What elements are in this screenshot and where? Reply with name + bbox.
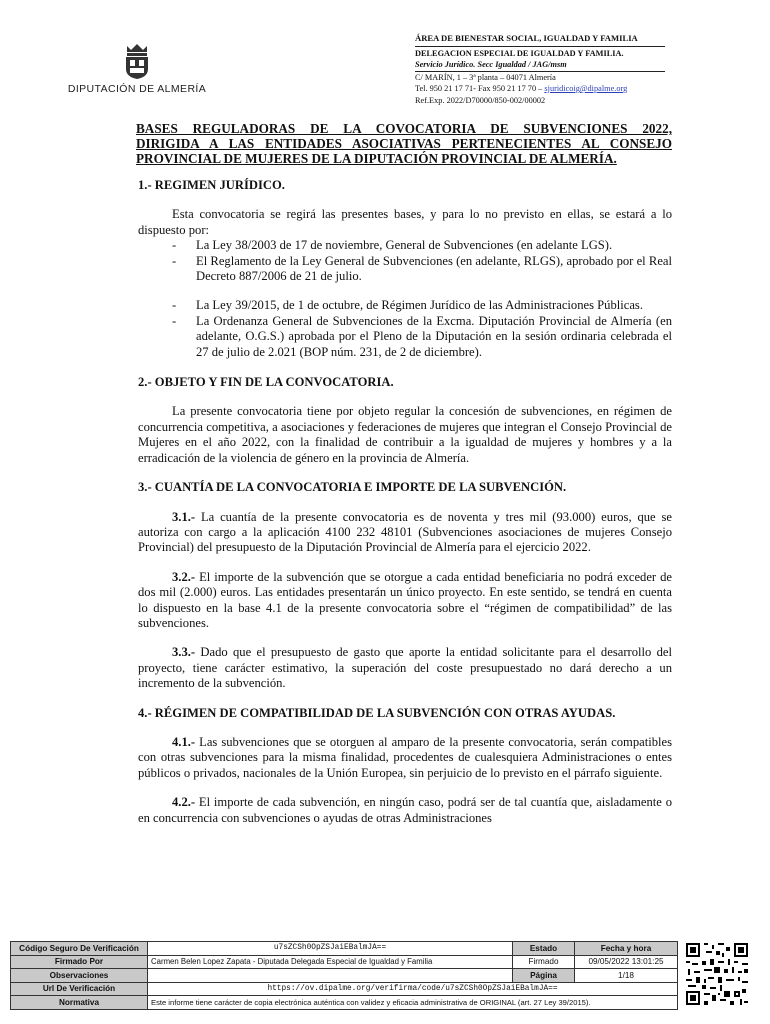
diputacion-logo — [62, 42, 212, 102]
obs-label: Observaciones — [11, 969, 148, 983]
table-row — [11, 969, 678, 983]
section-3-2-number: 3.2.- — [172, 569, 196, 584]
csv-label: Código Seguro De Verificación — [11, 942, 148, 956]
obs-value — [148, 969, 513, 983]
delegacion: DELEGACION ESPECIAL DE IGUALDAD Y FAMILIA. — [415, 46, 665, 60]
normativa-value: Este informe tiene carácter de copia electrónica auténtica con validez y eficacia administrativa de ORIGINAL (art. 27 Ley 39/2015). — [148, 996, 678, 1010]
url-value[interactable]: https://ov.dipalme.org/verifirma/code/u7sZCSh0OpZSJaiEBalmJA== — [148, 982, 678, 996]
firmado-value: Carmen Belen Lopez Zapata - Diputada Delegada Especial de Igualdad y Familia — [148, 955, 513, 969]
section-3-1-number: 3.1.- — [172, 509, 196, 524]
list-item: - La Ley 38/2003 de 17 de noviembre, General de Subvenciones (en adelante LGS). — [172, 238, 672, 253]
normativa-label: Normativa — [11, 996, 148, 1010]
section-4-1-number: 4.1.- — [172, 734, 196, 749]
section-1-heading: 1.- REGIMEN JURÍDICO. — [138, 178, 285, 192]
verification-table — [10, 941, 678, 1010]
contact-line — [415, 83, 665, 95]
section-4-2-number: 4.2.- — [172, 795, 196, 810]
fecha-value: 09/05/2022 13:01:25 — [575, 955, 678, 969]
pagina-label: Página — [513, 969, 575, 983]
section-3-heading: 3.- CUANTÍA DE LA CONVOCATORIA E IMPORTE DE LA SUBVENCIÓN. — [138, 480, 567, 495]
section-4-1 — [138, 735, 672, 781]
section-3-1-text: La cuantía de la presente convocatoria es de noventa y tres mil (93.000) euros, que se autoriza con cargo a la aplicación 4100 232 48101 (Subvenciones asociaciones de mujeres Consejo Provincial) del presupuesto de la Diputación Provincial de Almería para el ejercicio 2022. — [138, 509, 672, 555]
section-4-2-text: El importe de cada subvención, en ningún caso, podrá ser de tal cuantía que, aisladamente o en concurrencia con subvenciones o ayudas de otras Administraciones — [138, 795, 672, 825]
title-line-3: PROVINCIAL DE MUJERES DE LA DIPUTACIÓN PROVINCIAL DE ALMERÍA. — [136, 151, 617, 166]
list-item: - La Ley 39/2015, de 1 de octubre, de Régimen Jurídico de las Administraciones Públicas. — [172, 298, 672, 313]
area-name: ÁREA DE BIENESTAR SOCIAL, IGUALDAD Y FAMILIA — [415, 33, 638, 43]
firmado-label: Firmado Por — [11, 955, 148, 969]
section-4-2 — [138, 795, 672, 826]
section-3-1 — [138, 510, 672, 556]
estado-label: Estado — [513, 942, 575, 956]
section-3-3-text: Dado que el presupuesto de gasto que aporte la entidad solicitante para el desarrollo del proyecto, tiene carácter estimativo, la superación del coste presupuestado no dará derecho a un incremento de la subvención. — [138, 645, 672, 691]
phone: Tel. 950 21 17 71- Fax 950 21 17 70 – — [415, 84, 543, 93]
table-row — [11, 955, 678, 969]
table-row — [11, 982, 678, 996]
list-item: - El Reglamento de la Ley General de Subvenciones (en adelante, RLGS), aprobado por el Real Decreto 887/2006 de 21 de julio. — [172, 254, 672, 285]
section-3-2 — [138, 570, 672, 632]
servicio: Servicio Jurídico. Secc Igualdad / JAG/msm — [415, 59, 665, 72]
fecha-label: Fecha y hora — [575, 942, 678, 956]
letterhead — [415, 33, 665, 106]
title-line-1: BASES REGULADORAS DE LA COVOCATORIA DE SUBVENCIONES 2022, — [136, 121, 672, 136]
section-3-3-number: 3.3.- — [172, 645, 196, 660]
title-line-2: DIRIGIDA A LAS ENTIDADES ASOCIATIVAS PERTENECIENTES AL CONSEJO — [136, 136, 672, 151]
coat-of-arms-icon — [122, 42, 152, 80]
section-4-heading: 4.- RÉGIMEN DE COMPATIBILIDAD DE LA SUBVENCIÓN CON OTRAS AYUDAS. — [138, 705, 616, 720]
table-row — [11, 996, 678, 1010]
legal-list — [172, 238, 672, 360]
address: C/ MARÍN, 1 – 3ª planta – 04071 Almería — [415, 72, 556, 82]
section-2-text: La presente convocatoria tiene por objeto regular la concesión de subvenciones, en régimen de concurrencia competitiva, a asociaciones y federaciones de mujeres que integran el Consejo Provincial de Mujeres en el año 2022, con la finalidad de contribuir a la igualdad de mujeres y hombres y a la erradicación de la violencia de género en la provincia de Almería. — [138, 404, 672, 465]
reference: Ref.Exp. 2022/D70000/850-002/00002 — [415, 95, 546, 105]
estado-value: Firmado — [513, 955, 575, 969]
section-1-intro: Esta convocatoria se regirá las presentes bases, y para lo no previsto en ellas, se estará a lo dispuesto por: — [138, 207, 672, 237]
document-body — [138, 178, 672, 826]
list-item: - La Ordenanza General de Subvenciones de la Excma. Diputación Provincial de Almería (en adelante, O.G.S.) aprobada por el Pleno de la Diputación en la sesión ordinaria celebrada el 27 de julio de 2.021 (BOP núm. 231, de 2 de diciembre). — [172, 314, 672, 360]
csv-value: u7sZCSh0OpZSJaiEBalmJA== — [148, 942, 513, 956]
url-label: Url De Verificación — [11, 982, 148, 996]
section-4-1-text: Las subvenciones que se otorguen al amparo de la presente convocatoria, serán compatibles con otras subvenciones para la misma finalidad, procedentes de cualesquiera Administraciones o entes públicos o privados, nacionales de la Unión Europea, sin perjuicio de lo previsto en el párrafo siguiente. — [138, 734, 673, 780]
document-title — [136, 121, 672, 166]
section-3-3 — [138, 645, 672, 691]
section-3-2-text: El importe de la subvención que se otorgue a cada entidad beneficiaria no podrá exceder de dos mil (2.000) euros. Las entidades presentarán un único proyecto. En este sentido, se tendrá en cuenta lo dispuesto en la base 4.1 de la presente convocatoria sobre el “régimen de compatibilidad” de las subvenciones. — [138, 569, 672, 630]
email-link[interactable]: sjuridicoig@dipalme.org — [544, 84, 628, 93]
logo-text: DIPUTACIÓN DE ALMERÍA — [67, 83, 207, 95]
section-2-heading: 2.- OBJETO Y FIN DE LA CONVOCATORIA. — [138, 375, 394, 390]
table-row — [11, 942, 678, 956]
pagina-value: 1/18 — [575, 969, 678, 983]
qr-code-icon — [684, 941, 750, 1007]
